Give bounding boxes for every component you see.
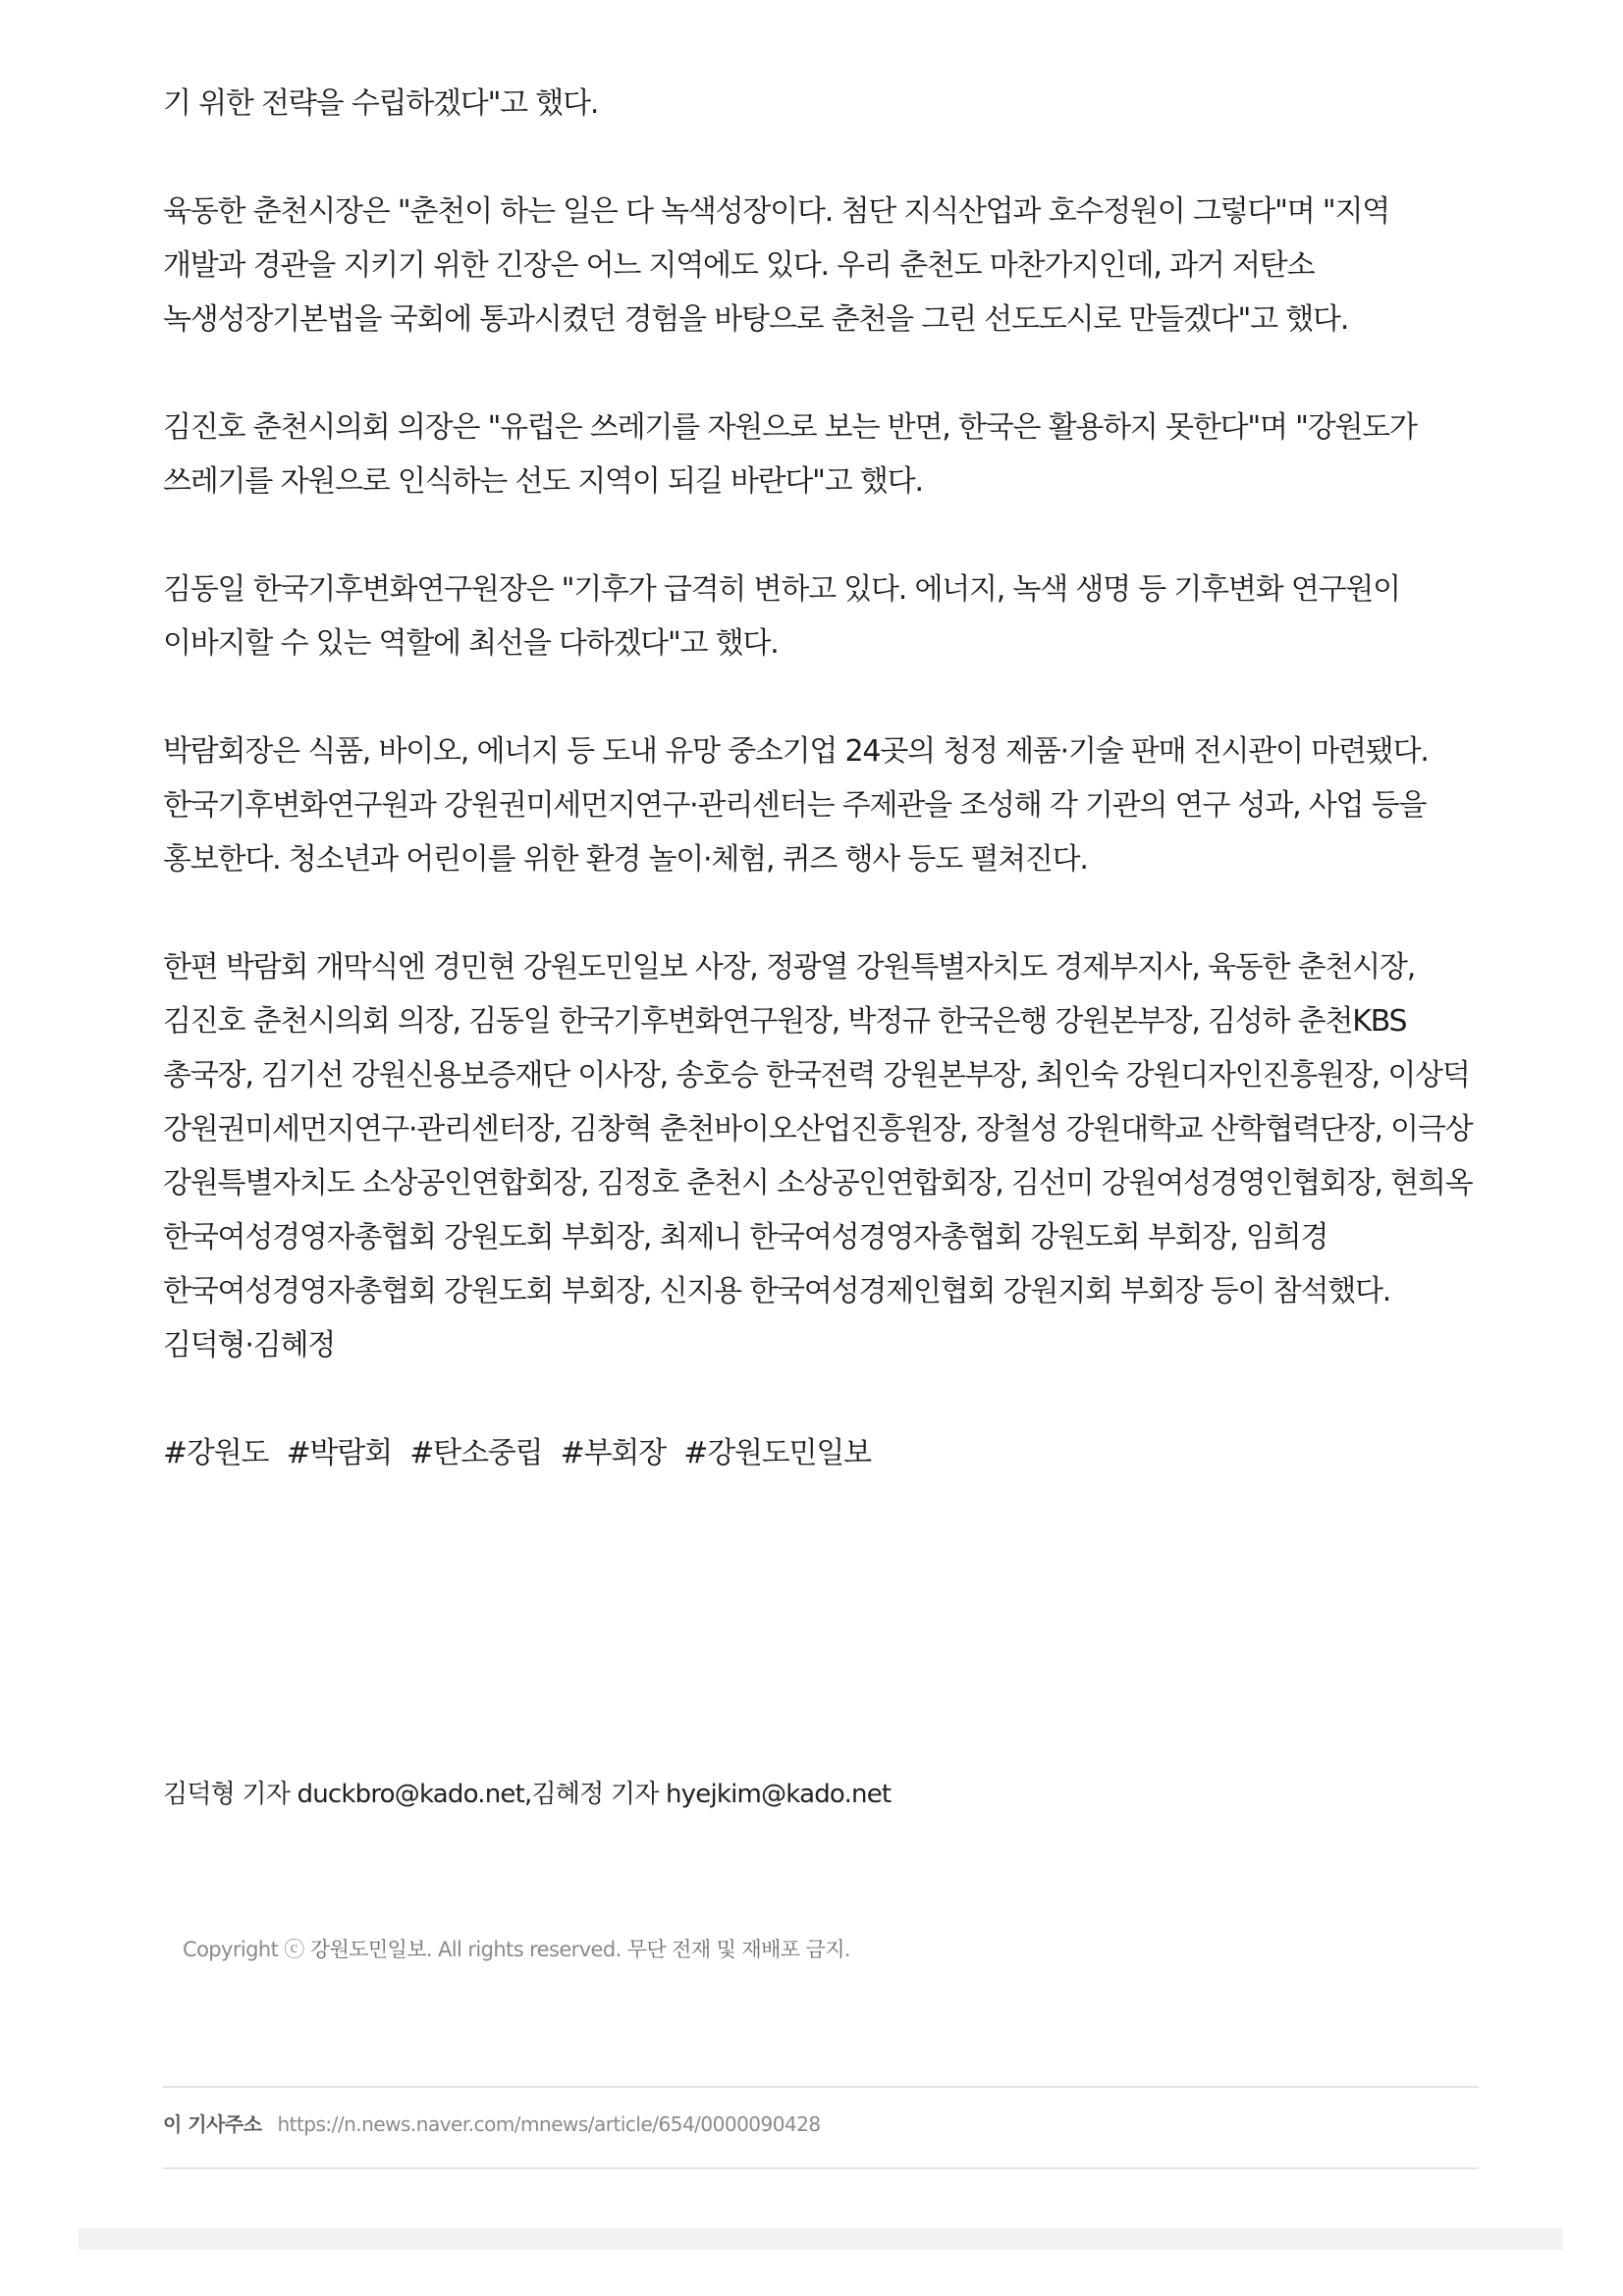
byline-names: 김덕형·김혜정: [163, 1328, 336, 1362]
hashtag-list: [163, 1426, 1479, 1480]
article-paragraph: 기 위한 전략을 수립하겠다"고 했다.: [163, 86, 599, 121]
hashtag-link[interactable]: #탄소중립: [409, 1436, 543, 1470]
reporter-separator: ,: [524, 1780, 532, 1809]
hashtag-link[interactable]: #강원도: [163, 1436, 269, 1470]
reporter-name: 김혜정 기자: [531, 1780, 659, 1809]
copyright-notice: [183, 1934, 850, 1965]
hashtag-link[interactable]: #부회장: [560, 1436, 666, 1470]
article-url-label: 이 기사주소: [163, 2112, 262, 2136]
copyright-restriction: 무단 전재 및 재배포 금지: [626, 1938, 844, 1961]
article-url-link[interactable]: https://n.news.naver.com/mnews/article/654/0000090428: [277, 2112, 821, 2136]
copyright-prefix: Copyright ⓒ: [183, 1938, 310, 1961]
reporter-name: 김덕형 기자: [163, 1780, 291, 1809]
divider: [163, 2086, 1479, 2088]
hashtag-link[interactable]: #강원도민일보: [683, 1436, 871, 1470]
reporter-email[interactable]: hyejkim@kado.net: [665, 1780, 892, 1809]
copyright-rights: . All rights reserved.: [425, 1938, 627, 1961]
article-paragraph: 한편 박람회 개막식엔 경민현 강원도민일보 사장, 정광열 강원특별자치도 경제부지사, 육동한 춘천시장, 김진호 춘천시의회 의장, 김동일 한국기후변화연구원장, 박정규 한국은행 강원본부장, 김성하 춘천KBS 총국장, 김기선 강원신용보증재단 이사장, 송호승 한국전력 강원본부장, 최인숙 강원디자인진흥원장, 이상덕 강원권미세먼지연구·관리센터장, 김창혁 춘천바이오산업진흥원장, 장철성 강원대학교 산학협력단장, 이극상 강원특별자치도 소상공인연합회장, 김정호 춘천시 소상공인연합회장, 김선미 강원여성경영인협회장, 현희옥 한국여성경영자총협회 강원도회 부회장, 최제니 한국여성경영자총협회 강원도회 부회장, 임희경 한국여성경영자총협회 강원도회 부회장, 신지용 한국여성경제인협회 강원지회 부회장 등이 참석했다.: [163, 950, 1473, 1308]
article-paragraph: 육동한 춘천시장은 "춘천이 하는 일은 다 녹색성장이다. 첨단 지식산업과 호수정원이 그렇다"며 "지역 개발과 경관을 지키기 위한 긴장은 어느 지역에도 있다. 우리 춘천도 마찬가지인데, 과거 저탄소 녹생성장기본법을 국회에 통과시켰던 경험을 바탕으로 춘천을 그린 선도도시로 만들겠다"고 했다.: [163, 194, 1390, 337]
divider: [163, 2167, 1479, 2169]
article-body: [163, 77, 1479, 1480]
article-paragraph: 김진호 춘천시의회 의장은 "유럽은 쓰레기를 자원으로 보는 반면, 한국은 활용하지 못한다"며 "강원도가 쓰레기를 자원으로 인식하는 선도 지역이 되길 바란다"고 했다.: [163, 410, 1417, 499]
copyright-brand: 강원도민일보: [309, 1938, 426, 1961]
footer-band: [79, 2228, 1563, 2250]
copyright-suffix: .: [843, 1938, 850, 1961]
article-paragraph: 박람회장은 식품, 바이오, 에너지 등 도내 유망 중소기업 24곳의 청정 제품·기술 판매 전시관이 마련됐다. 한국기후변화연구원과 강원권미세먼지연구·관리센터는 주제관을 조성해 각 기관의 연구 성과, 사업 등을 홍보한다. 청소년과 어린이를 위한 환경 놀이·체험, 퀴즈 행사 등도 펼쳐진다.: [163, 734, 1429, 877]
hashtag-link[interactable]: #박람회: [286, 1436, 392, 1470]
reporter-info: [163, 1775, 891, 1814]
article-url-row: [163, 2109, 821, 2140]
article-paragraph: 김동일 한국기후변화연구원장은 "기후가 급격히 변하고 있다. 에너지, 녹색 생명 등 기후변화 연구원이 이바지할 수 있는 역할에 최선을 다하겠다"고 했다.: [163, 572, 1400, 661]
reporter-email[interactable]: duckbro@kado.net: [297, 1780, 524, 1809]
